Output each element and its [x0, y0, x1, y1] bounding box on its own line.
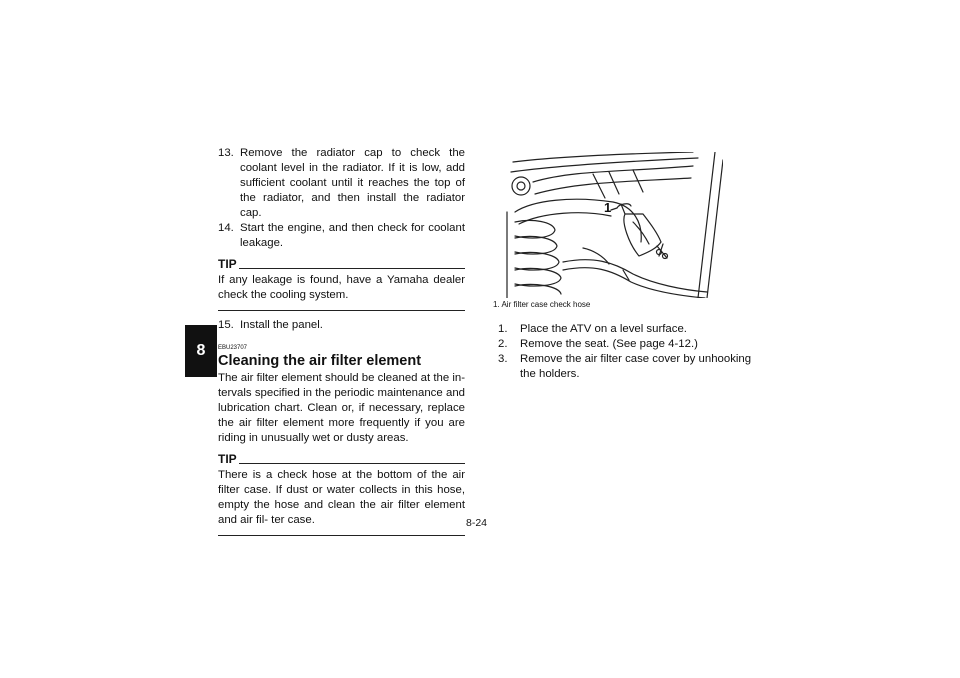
right-column — [493, 152, 761, 382]
step-13 — [218, 146, 465, 221]
tip-label: TIP — [218, 257, 237, 271]
step-number: 14. — [218, 222, 234, 234]
tip-rule — [239, 463, 465, 464]
tip-label: TIP — [218, 452, 237, 466]
step-text: Place the ATV on a level surface. — [520, 323, 687, 335]
air-filter-illustration — [493, 152, 723, 298]
section-paragraph: The air filter element should be cleaned at the in- tervals specified in the periodic maintenance and lubrication chart. Clean or, if necessary, replace the air filter element more frequently if you are riding in unusually wet or dusty areas. — [218, 372, 465, 444]
figure-callout: 1 — [604, 200, 612, 215]
tip-header — [218, 257, 465, 272]
step-text: Remove the air filter case cover by unhooking the holders. — [520, 353, 752, 380]
engine-drawing — [493, 152, 723, 298]
tip-box — [218, 452, 465, 536]
step-text: Remove the seat. (See page 4-12.) — [520, 338, 698, 350]
tip-text: There is a check hose at the bottom of the air filter case. If dust or water collects in this hose, empty the hose and clean the air filter element and air fil- ter case. — [218, 467, 465, 536]
step-text: Install the panel. — [240, 319, 323, 331]
right-steps — [493, 322, 761, 382]
tip-text: If any leakage is found, have a Yamaha dealer check the cooling system. — [218, 272, 465, 311]
step-number: 13. — [218, 147, 234, 159]
step-number: 15. — [218, 319, 234, 331]
step-text: Remove the radiator cap to check the coolant level in the radiator. If it is low, add sufficient coolant until it reaches the top of the radiator, and then install the radiator cap. — [240, 147, 465, 219]
step-text: Start the engine, and then check for coolant leakage. — [240, 222, 465, 249]
page-number: 8-24 — [466, 517, 488, 529]
figure-caption: 1. Air filter case check hose — [493, 300, 591, 309]
tip-box — [218, 257, 465, 311]
chapter-tab: 8 — [185, 325, 217, 377]
step-14 — [218, 221, 465, 251]
step-3 — [498, 352, 761, 382]
step-15 — [218, 318, 465, 333]
section-code: EBU23707 — [218, 345, 248, 351]
step-1 — [498, 322, 761, 337]
step-number: 3. — [498, 353, 508, 365]
step-number: 2. — [498, 338, 508, 350]
tip-rule — [239, 268, 465, 269]
section-title: Cleaning the air filter element — [218, 353, 422, 369]
step-2 — [498, 337, 761, 352]
step-number: 1. — [498, 323, 508, 335]
tip-header — [218, 452, 465, 467]
left-column — [218, 146, 465, 536]
